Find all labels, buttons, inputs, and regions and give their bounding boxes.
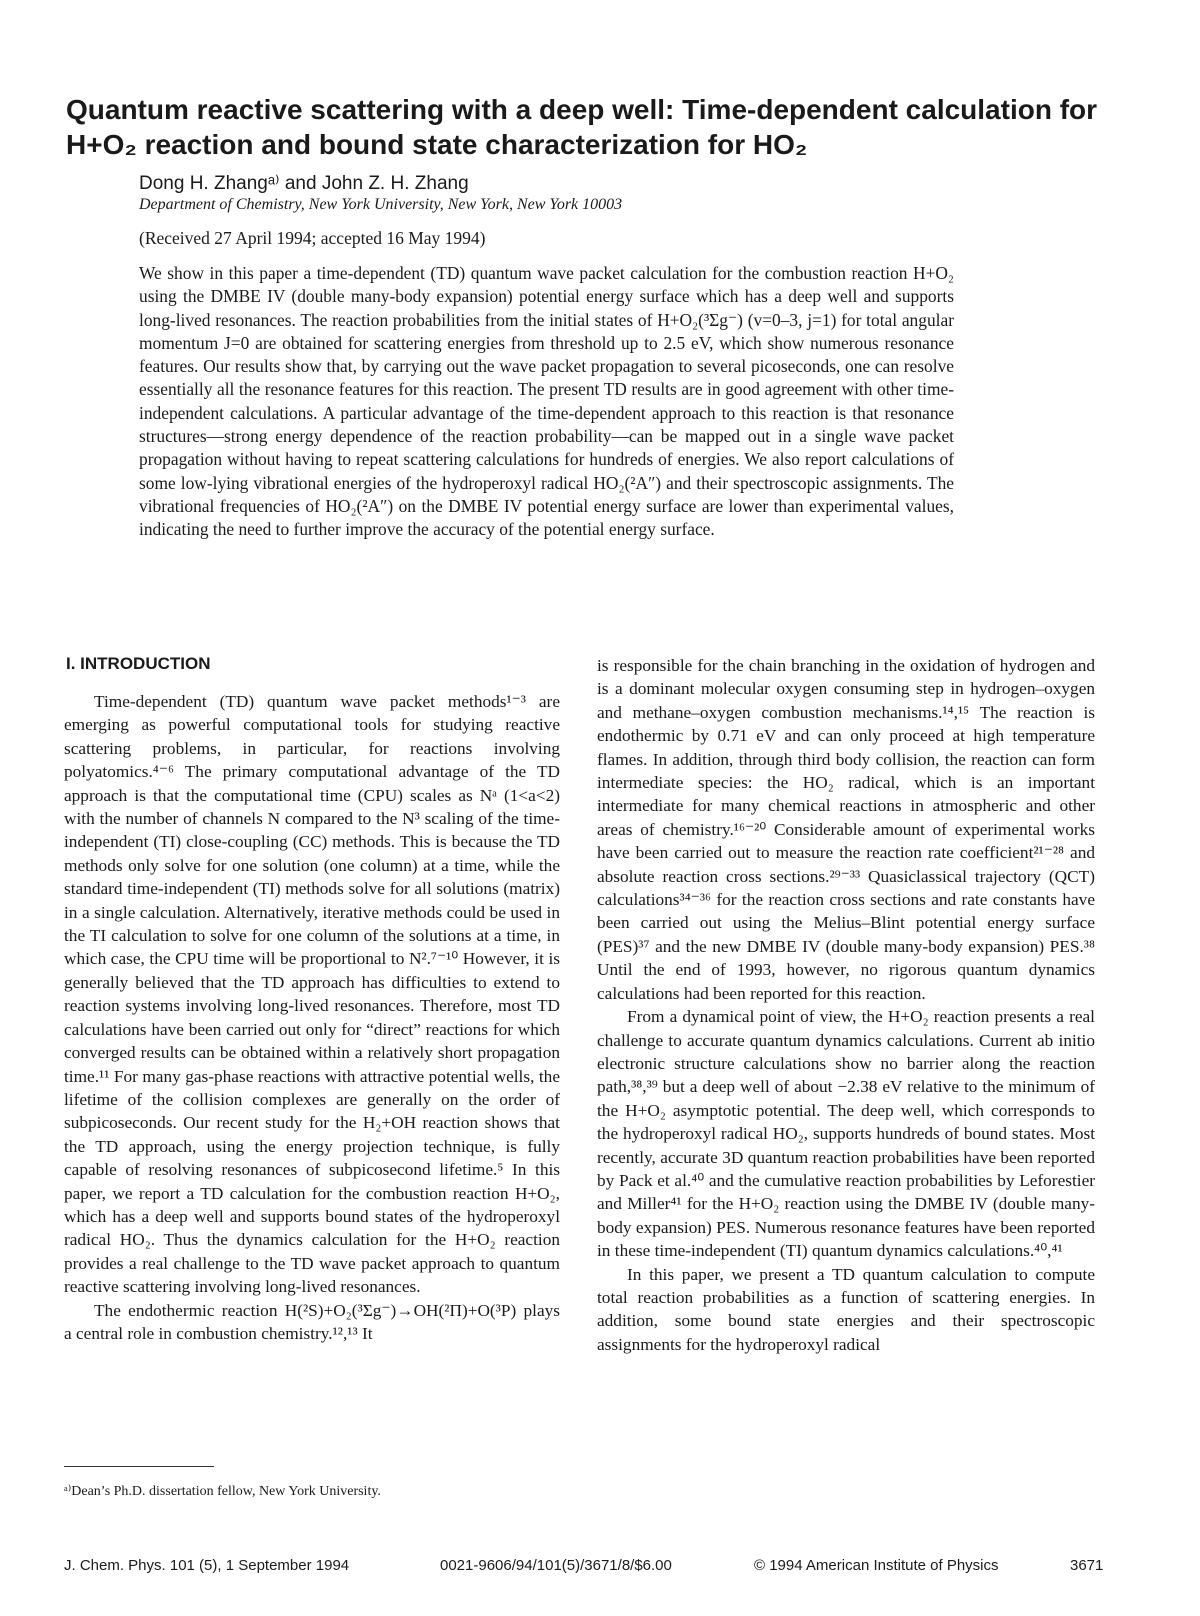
received-date: (Received 27 April 1994; accepted 16 May 1994) bbox=[139, 228, 486, 248]
footer-journal: J. Chem. Phys. 101 (5), 1 September 1994 bbox=[64, 1557, 350, 1574]
footnote-rule bbox=[64, 1466, 214, 1467]
left-column bbox=[64, 690, 560, 1345]
abstract-text: We show in this paper a time-dependent (TD) quantum wave packet calculation for the combustion reaction H+O₂ using the DMBE IV (double many-body expansion) potential energy surface which has a deep well and supports long-lived resonances. The reaction probabilities from the initial states of H+O₂(³Σg⁻) (v=0–3, j=1) for total angular momentum J=0 are obtained for scattering energies from threshold up to 2.5 eV, which show numerous resonance features. Our results show that, by carrying out the wave packet propagation to several picoseconds, one can resolve essentially all the resonance features for this reaction. The present TD results are in good agreement with other time-independent calculations. A particular advantage of the time-dependent approach to this reaction is that resonance structures—strong energy dependence of the reaction probability—can be mapped out in a single wave packet propagation without having to repeat scattering calculations for hundreds of energies. We also report calculations of some low-lying vibrational energies of the hydroperoxyl radical HO₂(²A″) and their spectroscopic assignments. The vibrational frequencies of HO₂(²A″) on the DMBE IV potential energy surface are lower than experimental values, indicating the need to further improve the accuracy of the potential energy surface. bbox=[139, 263, 954, 540]
footer-code: 0021-9606/94/101(5)/3671/8/$6.00 bbox=[440, 1557, 672, 1574]
paper-title: Quantum reactive scattering with a deep well: Time-dependent calculation for H+O₂ reaction and bound state characterization for HO₂ bbox=[66, 94, 1098, 160]
paragraph: In this paper, we present a TD quantum calculation to compute total reaction probabilities as a function of scattering energies. In addition, some bound state energies and their spectroscopic assignments for the hydroperoxyl radical bbox=[597, 1264, 1095, 1354]
page-number: 3671 bbox=[1070, 1557, 1104, 1574]
right-column bbox=[597, 654, 1095, 1356]
authors: Dong H. Zhangᵃ⁾ and John Z. H. Zhang bbox=[139, 173, 469, 194]
paragraph: The endothermic reaction H(²S)+O₂(³Σg⁻)→OH(²Π)+O(³P) plays a central role in combustion chemistry.¹²,¹³ It bbox=[64, 1300, 560, 1343]
section-heading: I. INTRODUCTION bbox=[66, 654, 211, 673]
paragraph: From a dynamical point of view, the H+O₂ reaction presents a real challenge to accurate quantum dynamics calculations. Current ab initio electronic structure calculations show no barrier along the reaction path,³⁸,³⁹ but a deep well of about −2.38 eV relative to the minimum of the H+O₂ asymptotic potential. The deep well, which corresponds to the hydroperoxyl radical HO₂, supports hundreds of bound states. Most recently, accurate 3D quantum reaction probabilities have been reported by Pack et al.⁴⁰ and the cumulative reaction probabilities by Leforestier and Miller⁴¹ for the H+O₂ reaction using the DMBE IV (double many-body expansion) PES. Numerous resonance features have been reported in these time-independent (TI) quantum dynamics calculations.⁴⁰,⁴¹ bbox=[597, 1007, 1095, 1261]
abstract bbox=[139, 262, 954, 542]
paragraph: Time-dependent (TD) quantum wave packet methods¹⁻³ are emerging as powerful computational tools for studying reactive scattering problems, in particular, for reactions involving polyatomics.⁴⁻⁶ The primary computational advantage of the TD approach is that the computational time (CPU) scales as Nᵃ (1<a<2) with the number of channels N compared to the N³ scaling of the time-independent (TI) close-coupling (CC) methods. This is because the TD methods only solve for one solution (one column) at a time, while the standard time-independent (TI) methods solve for all solutions (matrix) in a single calculation. Alternatively, iterative methods could be used in the TI calculation to solve for one column of the solutions at a time, in which case, the CPU time will be proportional to N².⁷⁻¹⁰ However, it is generally believed that the TD approach has difficulties to extend to reaction systems involving long-lived resonances. Therefore, most TD calculations have been carried out only for “direct” reactions for which converged results can be obtained within a relatively short propagation time.¹¹ For many gas-phase reactions with attractive potential wells, the lifetime of the collision complexes are generally on the order of subpicoseconds. Our recent study for the H₂+OH reaction shows that the TD approach, using the energy projection technique, is fully capable of resolving resonances of subpicosecond lifetime.⁵ In this paper, we report a TD calculation for the combustion reaction H+O₂, which has a deep well and supports bound states of the hydroperoxyl radical HO₂. Thus the dynamics calculation for the H+O₂ reaction provides a real challenge to the TD wave packet approach to quantum reactive scattering involving long-lived resonances. bbox=[64, 692, 560, 1297]
affiliation: Department of Chemistry, New York University, New York, New York 10003 bbox=[139, 196, 623, 213]
footer-copyright: © 1994 American Institute of Physics bbox=[754, 1557, 999, 1574]
footnote: ᵃ⁾Dean’s Ph.D. dissertation fellow, New York University. bbox=[64, 1484, 381, 1499]
paragraph: is responsible for the chain branching in the oxidation of hydrogen and is a dominant molecular oxygen consuming step in hydrogen–oxygen and methane–oxygen combustion mechanisms.¹⁴,¹⁵ The reaction is endothermic by 0.71 eV and can only proceed at high temperature flames. In addition, through third body collision, the reaction can form intermediate species: the HO₂ radical, which is an important intermediate for many chemical reactions in atmospheric and other areas of chemistry.¹⁶⁻²⁰ Considerable amount of experimental works have been carried out to measure the reaction rate coefficient²¹⁻²⁸ and absolute reaction cross sections.²⁹⁻³³ Quasiclassical trajectory (QCT) calculations³⁴⁻³⁶ for the reaction cross sections and rate constants have been carried out using the Melius–Blint potential energy surface (PES)³⁷ and the new DMBE IV (double many-body expansion) PES.³⁸ Until the end of 1993, however, no rigorous quantum dynamics calculations had been reported for this reaction. bbox=[597, 656, 1095, 1003]
